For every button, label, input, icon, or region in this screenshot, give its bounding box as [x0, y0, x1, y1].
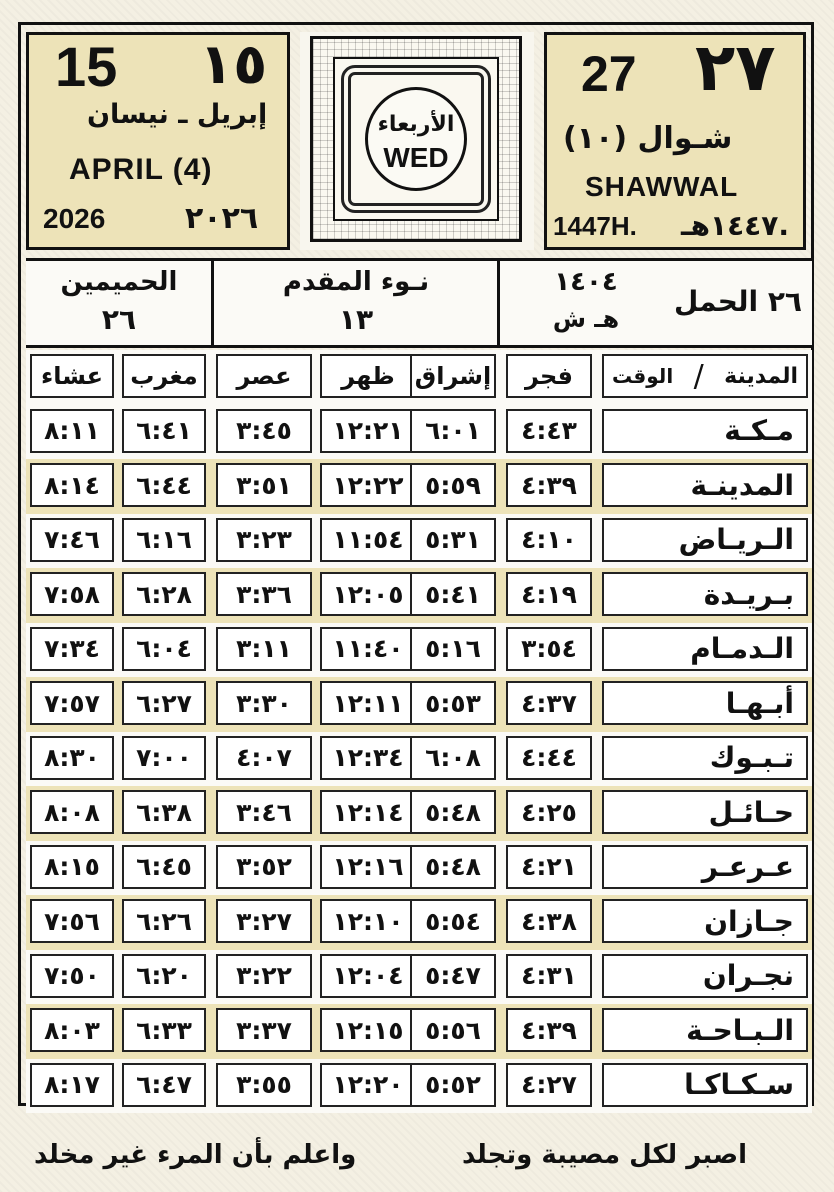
solar-unit: هـ ش — [552, 305, 620, 333]
time-maghrib: ٦:٠٤ — [122, 627, 206, 671]
greg-day-en: 15 — [55, 35, 118, 98]
time-dhuhr: ١٢:١٦ — [320, 845, 416, 889]
city-name: نجـران — [602, 954, 808, 998]
time-dhuhr: ١٢:٢٢ — [320, 463, 416, 507]
hijri-day-en: 27 — [581, 46, 637, 102]
time-isha: ٨:١٧ — [30, 1063, 114, 1107]
time-dhuhr: ١١:٥٤ — [320, 518, 416, 562]
table-row — [26, 841, 812, 896]
time-maghrib: ٦:١٦ — [122, 518, 206, 562]
time-shuruq: ٥:٥٤ — [410, 899, 496, 943]
header-maghrib: مغرب — [122, 354, 206, 398]
time-fajr: ٤:٤٤ — [506, 736, 592, 780]
hijri-day-ar: ٢٧ — [695, 29, 776, 106]
time-isha: ٧:٥٧ — [30, 681, 114, 725]
table-row — [26, 405, 812, 460]
time-shuruq: ٥:٤٧ — [410, 954, 496, 998]
time-maghrib: ٦:٤٧ — [122, 1063, 206, 1107]
time-maghrib: ٦:٢٠ — [122, 954, 206, 998]
header-isha: عشاء — [30, 354, 114, 398]
greg-year-en: 2026 — [43, 203, 106, 234]
header-asr: عصر — [216, 354, 312, 398]
greg-day-ar: ١٥ — [199, 32, 268, 97]
time-asr: ٣:٢٢ — [216, 954, 312, 998]
time-isha: ٨:١١ — [30, 409, 114, 453]
header-city-time: الوقت / المدينة — [602, 354, 808, 398]
time-maghrib: ٦:٣٣ — [122, 1008, 206, 1052]
time-isha: ٨:١٤ — [30, 463, 114, 507]
table-row — [26, 568, 812, 623]
time-shuruq: ٥:٤٨ — [410, 790, 496, 834]
ornament-border — [310, 36, 522, 242]
hijri-date-box — [544, 29, 806, 250]
table-row — [26, 895, 812, 950]
table-header-row — [26, 350, 812, 405]
time-shuruq: ٦:٠٨ — [410, 736, 496, 780]
time-dhuhr: ١٢:٠٥ — [320, 572, 416, 616]
greg-year-ar: ٢٠٢٦ — [185, 201, 259, 236]
time-dhuhr: ١٢:١١ — [320, 681, 416, 725]
poem-verse-right: اصبر لكل مصيبة وتجلد — [462, 1140, 748, 1170]
table-row — [26, 623, 812, 678]
city-name: تـبـوك — [602, 736, 808, 780]
time-isha: ٧:٣٤ — [30, 627, 114, 671]
greg-month-ar: إبريل ـ نيسان — [87, 99, 268, 130]
time-dhuhr: ١٢:٢٠ — [320, 1063, 416, 1107]
table-row — [26, 459, 812, 514]
city-name: الـدمـام — [602, 627, 808, 671]
time-shuruq: ٥:١٦ — [410, 627, 496, 671]
header-shuruq: إشراق — [410, 354, 496, 398]
weekday-en: WED — [383, 142, 449, 173]
time-fajr: ٤:٣٨ — [506, 899, 592, 943]
season-info-row — [26, 258, 812, 348]
time-maghrib: ٧:٠٠ — [122, 736, 206, 780]
time-fajr: ٤:٢١ — [506, 845, 592, 889]
time-maghrib: ٦:٣٨ — [122, 790, 206, 834]
time-isha: ٧:٥٠ — [30, 954, 114, 998]
city-name: عـرعـر — [602, 845, 808, 889]
time-maghrib: ٦:٤٤ — [122, 463, 206, 507]
time-fajr: ٤:٣٧ — [506, 681, 592, 725]
greg-month-en: APRIL (4) — [69, 153, 213, 186]
star-name: نـوء المقدم — [282, 267, 430, 297]
table-row — [26, 732, 812, 787]
city-name: مـكـة — [602, 409, 808, 453]
time-asr: ٣:٣٧ — [216, 1008, 312, 1052]
time-dhuhr: ١٢:٠٤ — [320, 954, 416, 998]
time-maghrib: ٦:٤٥ — [122, 845, 206, 889]
hijri-month-ar: شـوال (١٠) — [563, 121, 733, 156]
time-fajr: ٤:٤٣ — [506, 409, 592, 453]
time-isha: ٨:١٥ — [30, 845, 114, 889]
table-row — [26, 677, 812, 732]
table-row — [26, 950, 812, 1005]
time-maghrib: ٦:٢٦ — [122, 899, 206, 943]
season-name: الحميمين — [60, 267, 178, 297]
time-isha: ٨:٠٣ — [30, 1008, 114, 1052]
time-shuruq: ٥:٤١ — [410, 572, 496, 616]
zodiac-sign: ٢٦ الحمل — [674, 285, 802, 318]
time-asr: ٣:٥٢ — [216, 845, 312, 889]
weekday-ar: الأربعاء — [377, 112, 455, 137]
table-row — [26, 1059, 812, 1114]
header-time-label: الوقت — [612, 364, 674, 388]
table-row — [26, 1004, 812, 1059]
time-dhuhr: ١٢:١٠ — [320, 899, 416, 943]
star-day: ١٣ — [338, 303, 374, 336]
time-shuruq: ٦:٠١ — [410, 409, 496, 453]
hijri-year-ar: ١٤٤٧هـ. — [681, 209, 789, 242]
time-dhuhr: ١١:٤٠ — [320, 627, 416, 671]
hijri-month-en: SHAWWAL — [585, 171, 739, 202]
city-name: جـازان — [602, 899, 808, 943]
time-fajr: ٤:٣١ — [506, 954, 592, 998]
header-fajr: فجر — [506, 354, 592, 398]
city-name: بـريـدة — [602, 572, 808, 616]
time-asr: ٣:٢٧ — [216, 899, 312, 943]
time-maghrib: ٦:٢٨ — [122, 572, 206, 616]
time-shuruq: ٥:٤٨ — [410, 845, 496, 889]
time-isha: ٧:٥٦ — [30, 899, 114, 943]
table-row — [26, 514, 812, 569]
weekday-circle — [365, 87, 467, 191]
solar-cell — [500, 261, 812, 345]
city-name: المدينـة — [602, 463, 808, 507]
gregorian-date-box — [26, 32, 290, 250]
time-isha: ٧:٤٦ — [30, 518, 114, 562]
time-maghrib: ٦:٢٧ — [122, 681, 206, 725]
header-dhuhr: ظهر — [320, 354, 416, 398]
time-shuruq: ٥:٥٢ — [410, 1063, 496, 1107]
time-shuruq: ٥:٥٣ — [410, 681, 496, 725]
city-name: حـائـل — [602, 790, 808, 834]
ornament-inner — [333, 57, 499, 221]
time-fajr: ٤:٣٩ — [506, 1008, 592, 1052]
time-fajr: ٤:١٩ — [506, 572, 592, 616]
time-shuruq: ٥:٣١ — [410, 518, 496, 562]
time-asr: ٣:٥٥ — [216, 1063, 312, 1107]
time-asr: ٣:٣٠ — [216, 681, 312, 725]
time-asr: ٣:٢٣ — [216, 518, 312, 562]
season-cell — [26, 261, 212, 345]
time-fajr: ٤:٢٥ — [506, 790, 592, 834]
time-asr: ٤:٠٧ — [216, 736, 312, 780]
time-dhuhr: ١٢:٣٤ — [320, 736, 416, 780]
time-dhuhr: ١٢:٢١ — [320, 409, 416, 453]
city-name: الـريـاض — [602, 518, 808, 562]
time-fajr: ٣:٥٤ — [506, 627, 592, 671]
weekday-emblem — [300, 32, 534, 250]
season-day: ٢٦ — [101, 303, 137, 336]
time-shuruq: ٥:٥٦ — [410, 1008, 496, 1052]
city-name: أبـهـا — [602, 681, 808, 725]
time-asr: ٣:٥١ — [216, 463, 312, 507]
time-asr: ٣:٤٦ — [216, 790, 312, 834]
time-isha: ٨:٠٨ — [30, 790, 114, 834]
time-asr: ٣:٤٥ — [216, 409, 312, 453]
time-maghrib: ٦:٤١ — [122, 409, 206, 453]
time-dhuhr: ١٢:١٤ — [320, 790, 416, 834]
time-fajr: ٤:١٠ — [506, 518, 592, 562]
time-isha: ٨:٣٠ — [30, 736, 114, 780]
time-shuruq: ٥:٥٩ — [410, 463, 496, 507]
poem-verse-left: واعلم بأن المرء غير مخلد — [34, 1140, 357, 1170]
time-isha: ٧:٥٨ — [30, 572, 114, 616]
time-asr: ٣:٣٦ — [216, 572, 312, 616]
time-dhuhr: ١٢:١٥ — [320, 1008, 416, 1052]
time-asr: ٣:١١ — [216, 627, 312, 671]
city-name: الـبـاحـة — [602, 1008, 808, 1052]
time-fajr: ٤:٣٩ — [506, 463, 592, 507]
header-city-label: المدينة — [724, 363, 798, 389]
hijri-year-en: 1447H. — [553, 211, 637, 241]
table-row — [26, 786, 812, 841]
city-name: سـكـاكـا — [602, 1063, 808, 1107]
time-fajr: ٤:٢٧ — [506, 1063, 592, 1107]
solar-year: ١٤٠٤ — [554, 267, 618, 297]
